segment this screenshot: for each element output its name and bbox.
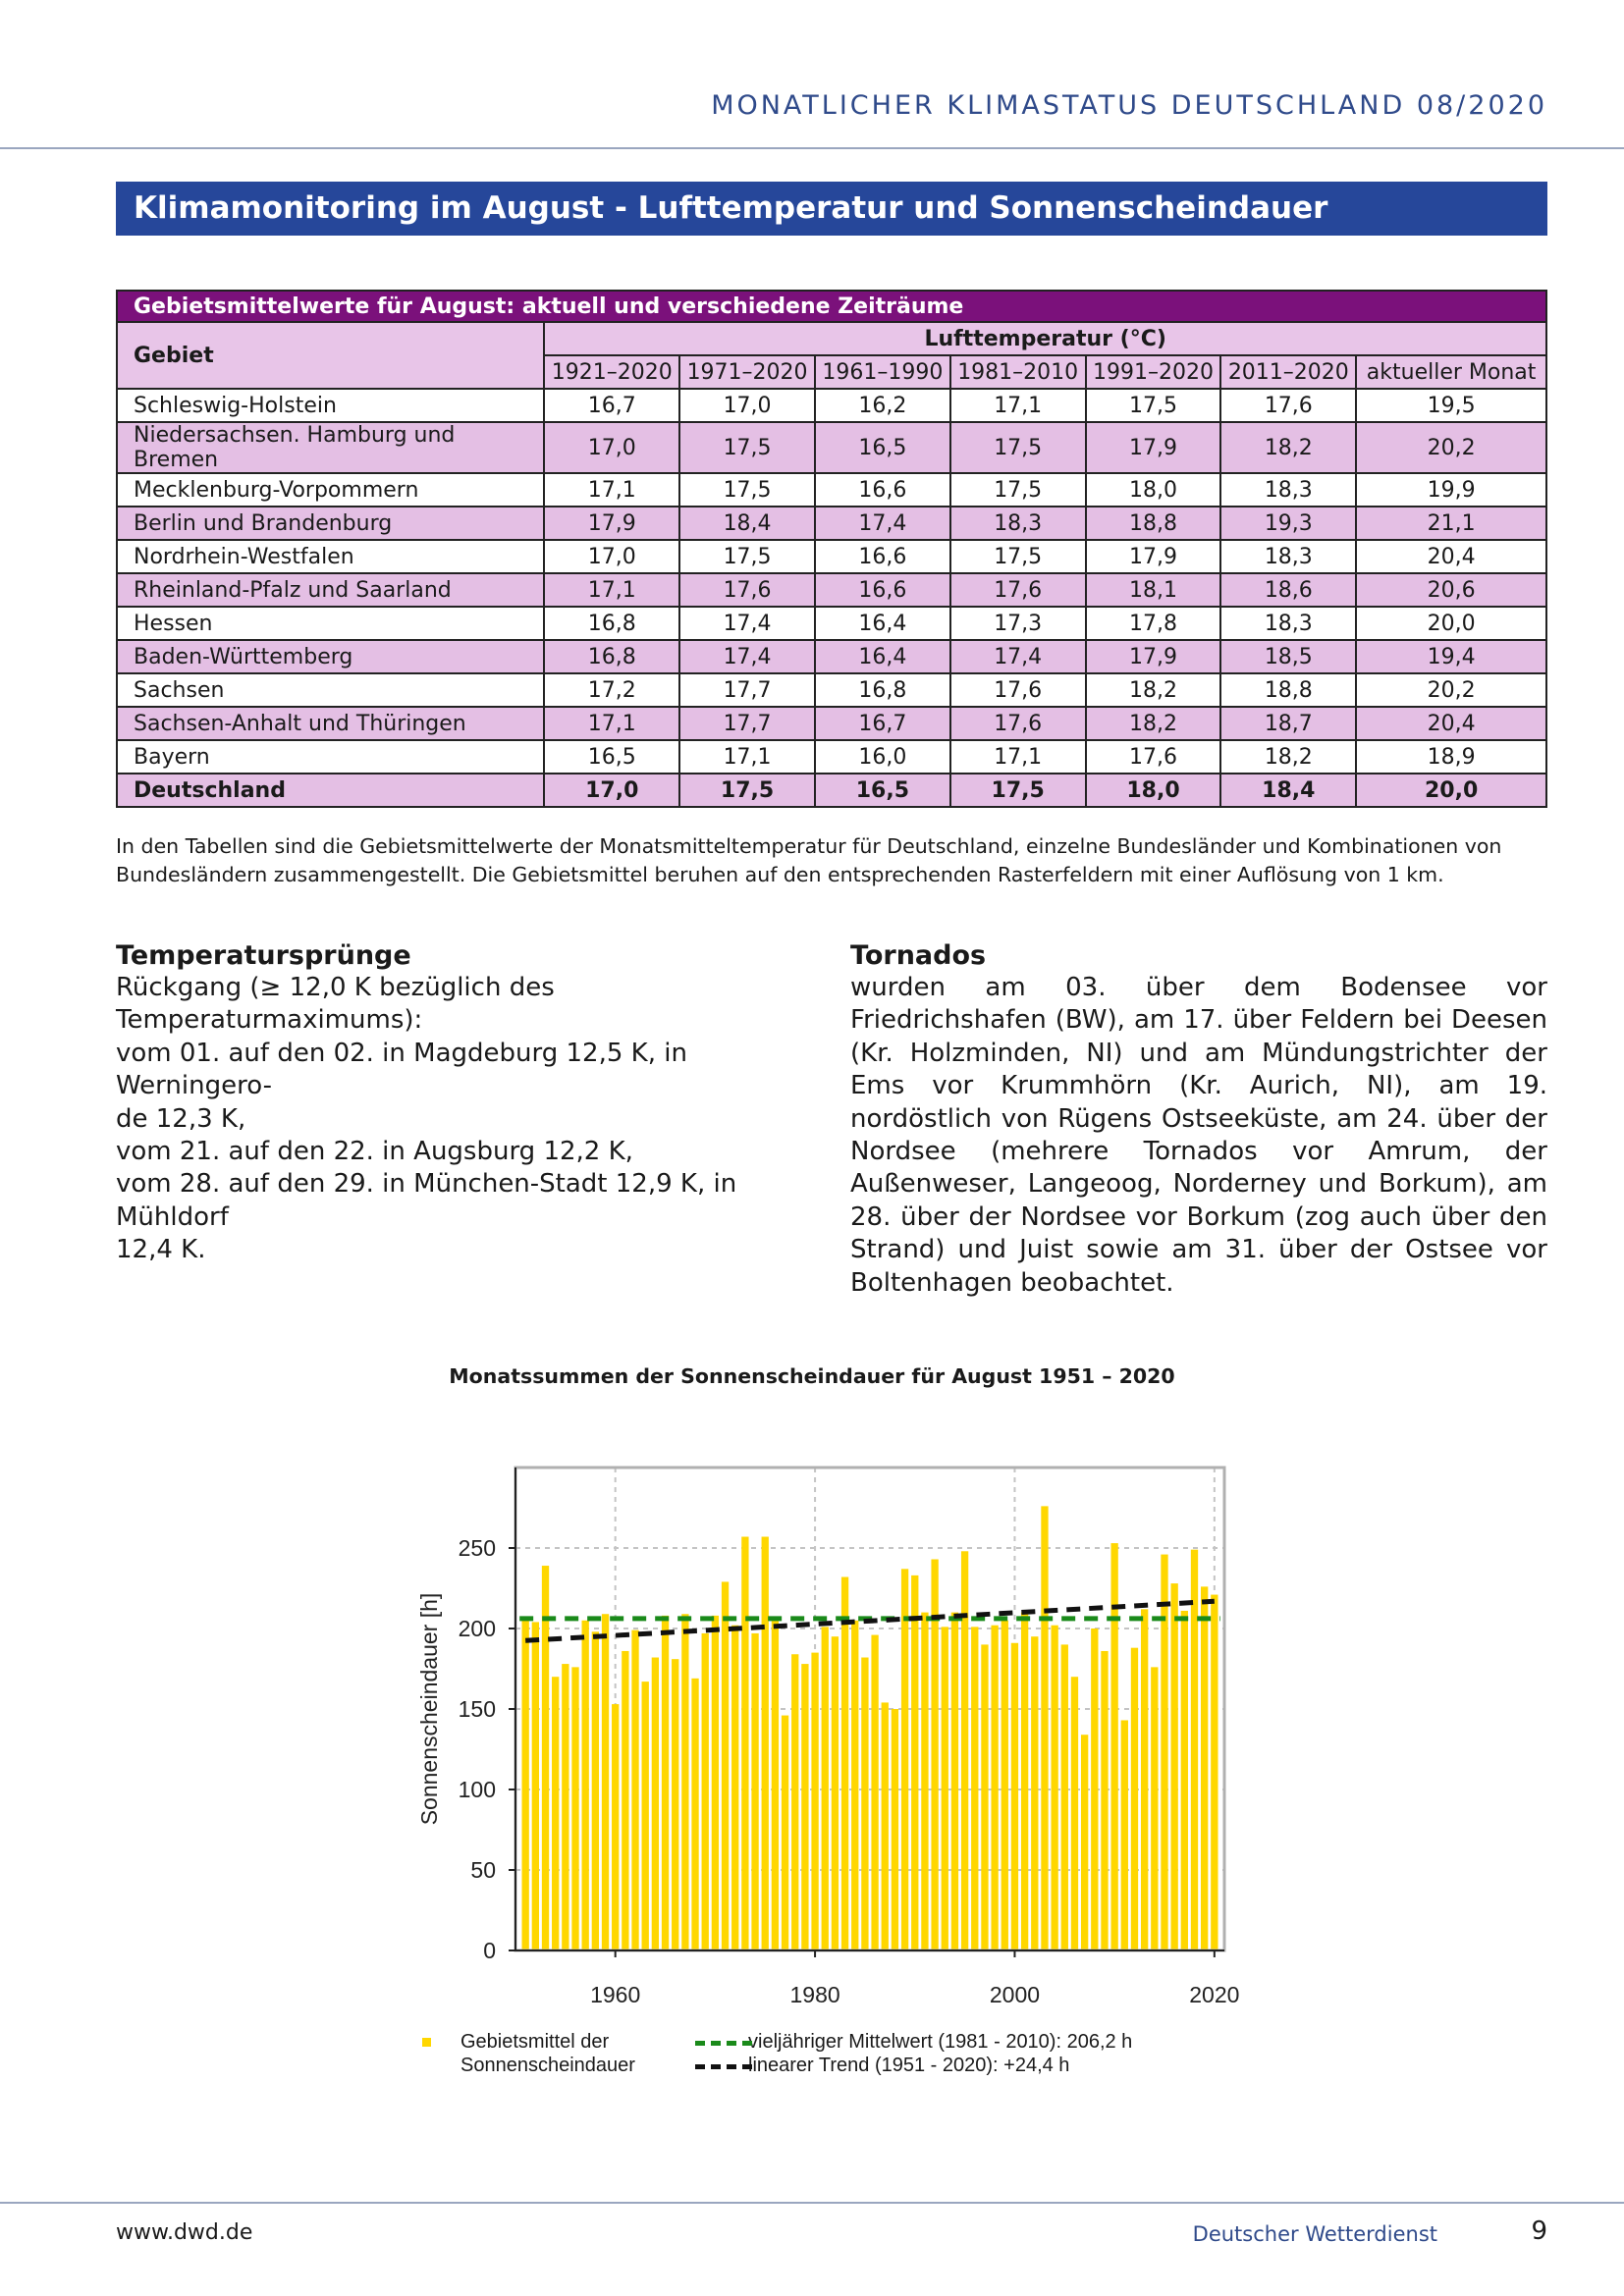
temperature-value: 16,8 xyxy=(544,640,679,673)
period-header: 1921–2020 xyxy=(544,355,679,389)
temperature-value: 16,6 xyxy=(815,473,950,507)
temperature-value: 16,6 xyxy=(815,573,950,607)
bar xyxy=(592,1631,599,1950)
bar xyxy=(911,1575,918,1950)
temperature-value: 20,0 xyxy=(1356,774,1546,807)
legend-item-lines xyxy=(695,2030,1132,2077)
temperature-value: 16,5 xyxy=(815,774,950,807)
legend-mean-label: vieljähriger Mittelwert (1981 - 2010): 206,2 h xyxy=(748,2031,1133,2053)
temperature-value: 18,3 xyxy=(950,507,1086,540)
footer-url: www.dwd.de xyxy=(116,2220,253,2245)
temperature-value: 18,4 xyxy=(679,507,815,540)
temperature-value: 19,4 xyxy=(1356,640,1546,673)
bar xyxy=(1051,1626,1057,1950)
bar xyxy=(691,1679,698,1950)
legend-bar-label-line2: Sonnenscheindauer xyxy=(460,2055,635,2076)
temperature-value: 18,4 xyxy=(1220,774,1356,807)
region-name: Mecklenburg-Vorpommern xyxy=(117,473,544,507)
temperature-value: 16,6 xyxy=(815,540,950,573)
temperature-value: 17,5 xyxy=(679,774,815,807)
temperature-value: 18,2 xyxy=(1220,422,1356,473)
temperature-value: 16,8 xyxy=(544,607,679,640)
tornados-text: wurden am 03. über dem Bodensee vor Friedrichshafen (BW), am 17. über Feldern bei Deesen (Kr. Holzminden, NI) und am Mündungstrichter der Ems vor Krummhörn (Kr. Aurich, NI), am 19. nordöstlich von Rügens Ostseeküste, am 24. über der Nordsee (mehrere Tornados vor Amrum, der Außenweser, Langeoog, Norderney und Borkum), am 28. über der Nordsee vor Borkum (zog auch über den Strand) und Juist sowie am 31. über der Ostsee vor Boltenhagen beobachtet. xyxy=(850,973,1547,1298)
table-row xyxy=(117,640,1546,673)
table-row xyxy=(117,540,1546,573)
temperature-value: 18,2 xyxy=(1086,673,1221,707)
temperature-value: 18,7 xyxy=(1220,707,1356,740)
period-header: 1981–2010 xyxy=(950,355,1086,389)
temperature-value: 17,1 xyxy=(544,473,679,507)
bar xyxy=(702,1633,709,1950)
y-tick-label: 150 xyxy=(458,1696,496,1722)
region-name: Baden-Württemberg xyxy=(117,640,544,673)
temperature-value: 21,1 xyxy=(1356,507,1546,540)
temperature-value: 20,2 xyxy=(1356,422,1546,473)
temperature-value: 16,8 xyxy=(815,673,950,707)
bar xyxy=(901,1569,908,1950)
temperature-value: 18,3 xyxy=(1220,540,1356,573)
bar xyxy=(741,1537,748,1950)
bar xyxy=(571,1667,578,1950)
section-title: Klimamonitoring im August - Lufttemperatur und Sonnenscheindauer xyxy=(116,182,1547,236)
y-tick-label: 100 xyxy=(458,1777,496,1802)
bar xyxy=(1211,1595,1218,1950)
bar xyxy=(662,1616,669,1950)
temperature-jumps-line: 12,4 K. xyxy=(116,1235,206,1265)
tornados-section xyxy=(850,939,1547,1300)
region-name: Deutschland xyxy=(117,774,544,807)
period-header: 1971–2020 xyxy=(679,355,815,389)
temperature-group-header: Lufttemperatur (°C) xyxy=(544,322,1546,355)
y-tick-label: 250 xyxy=(458,1535,496,1561)
temperature-value: 17,6 xyxy=(950,673,1086,707)
temperature-value: 18,2 xyxy=(1086,707,1221,740)
y-tick-label: 0 xyxy=(483,1938,496,1963)
temperature-jumps-line: Rückgang (≥ 12,0 K bezüglich des Temperaturmaximums): xyxy=(116,973,555,1036)
temperature-value: 17,0 xyxy=(679,389,815,422)
temperature-value: 17,7 xyxy=(679,707,815,740)
table-row xyxy=(117,389,1546,422)
temperature-value: 18,5 xyxy=(1220,640,1356,673)
bar xyxy=(791,1654,798,1950)
temperature-jumps-line: vom 21. auf den 22. in Augsburg 12,2 K, xyxy=(116,1137,633,1167)
temperature-jumps-section xyxy=(116,939,813,1267)
bar xyxy=(562,1664,568,1950)
temperature-value: 17,7 xyxy=(679,673,815,707)
region-header: Gebiet xyxy=(117,322,544,389)
temperature-jumps-line: de 12,3 K, xyxy=(116,1103,246,1134)
table-row xyxy=(117,774,1546,807)
temperature-value: 17,5 xyxy=(950,774,1086,807)
bar xyxy=(751,1633,758,1950)
temperature-value: 17,6 xyxy=(950,573,1086,607)
temperature-value: 17,5 xyxy=(679,422,815,473)
temperature-value: 17,6 xyxy=(950,707,1086,740)
bar xyxy=(822,1627,829,1950)
bar xyxy=(1031,1636,1038,1950)
temperature-value: 17,8 xyxy=(1086,607,1221,640)
table-row xyxy=(117,473,1546,507)
temperature-value: 18,1 xyxy=(1086,573,1221,607)
bar xyxy=(731,1626,738,1950)
region-name: Sachsen xyxy=(117,673,544,707)
bar xyxy=(1170,1583,1177,1950)
bar xyxy=(522,1619,529,1950)
bar xyxy=(1141,1609,1148,1950)
x-tick-label: 2020 xyxy=(1189,1982,1240,2007)
bar xyxy=(652,1658,659,1950)
table-row xyxy=(117,607,1546,640)
region-name: Nordrhein-Westfalen xyxy=(117,540,544,573)
bar xyxy=(1011,1643,1018,1950)
region-name: Niedersachsen. Hamburg und Bremen xyxy=(117,422,544,473)
temperature-value: 16,5 xyxy=(544,740,679,774)
bar xyxy=(1201,1586,1208,1950)
temperature-value: 16,7 xyxy=(815,707,950,740)
region-name: Rheinland-Pfalz und Saarland xyxy=(117,573,544,607)
x-tick-label: 2000 xyxy=(989,1982,1041,2007)
bar xyxy=(1121,1720,1128,1950)
temperature-value: 17,5 xyxy=(1086,389,1221,422)
temperature-value: 17,9 xyxy=(1086,540,1221,573)
bar xyxy=(861,1658,868,1950)
temperature-jumps-text xyxy=(116,972,813,1267)
temperature-value: 17,1 xyxy=(950,389,1086,422)
table-note: In den Tabellen sind die Gebietsmittelwerte der Monatsmitteltemperatur für Deutschland, einzelne Bundesländer und Kombinationen von Bundesländern zusammengestellt. Die Gebietsmittel beruhen auf den entsprechenden Rasterfeldern mit einer Auflösung von 1 km. xyxy=(116,834,1502,886)
temperature-value: 16,4 xyxy=(815,607,950,640)
footer-divider xyxy=(0,2202,1624,2204)
temperature-value: 17,6 xyxy=(679,573,815,607)
temperature-value: 16,7 xyxy=(544,389,679,422)
bar xyxy=(722,1581,729,1950)
legend-bar-swatch xyxy=(422,2038,431,2047)
temperature-value: 17,5 xyxy=(950,540,1086,573)
sunshine-chart xyxy=(393,1443,1257,2012)
header-divider xyxy=(0,147,1624,149)
temperature-value: 16,0 xyxy=(815,740,950,774)
bar xyxy=(841,1577,848,1950)
temperature-value: 18,6 xyxy=(1220,573,1356,607)
temperature-value: 17,6 xyxy=(1220,389,1356,422)
bar xyxy=(631,1630,638,1950)
temperature-value: 20,0 xyxy=(1356,607,1546,640)
chart-title: Monatssummen der Sonnenscheindauer für August 1951 – 2020 xyxy=(449,1364,1175,1388)
temperature-value: 16,2 xyxy=(815,389,950,422)
temperature-value: 20,2 xyxy=(1356,673,1546,707)
bar xyxy=(851,1621,858,1950)
bar xyxy=(582,1621,589,1950)
bar xyxy=(1101,1651,1108,1950)
y-axis-label: Sonnenscheindauer [h] xyxy=(416,1592,442,1826)
temperature-value: 19,3 xyxy=(1220,507,1356,540)
temperature-value: 18,3 xyxy=(1220,607,1356,640)
temperature-value: 17,0 xyxy=(544,422,679,473)
bar xyxy=(782,1716,788,1950)
period-header: 1991–2020 xyxy=(1086,355,1221,389)
temperature-jumps-line: vom 28. auf den 29. in München-Stadt 12,9 K, in Mühldorf xyxy=(116,1169,737,1232)
bar xyxy=(1021,1613,1028,1950)
temperature-value: 18,2 xyxy=(1220,740,1356,774)
bar xyxy=(681,1614,688,1950)
legend-trend-label: linearer Trend (1951 - 2020): +24,4 h xyxy=(748,2055,1070,2076)
temperature-value: 17,4 xyxy=(679,640,815,673)
bar xyxy=(892,1709,898,1950)
bar xyxy=(1131,1648,1138,1950)
temperature-value: 19,5 xyxy=(1356,389,1546,422)
y-tick-label: 50 xyxy=(470,1857,496,1883)
legend-trend-swatch xyxy=(695,2064,752,2069)
bar xyxy=(971,1627,978,1950)
temperature-value: 16,4 xyxy=(815,640,950,673)
region-name: Hessen xyxy=(117,607,544,640)
bar xyxy=(1151,1667,1158,1950)
temperature-value: 16,5 xyxy=(815,422,950,473)
bar xyxy=(622,1651,628,1950)
table-row xyxy=(117,573,1546,607)
temperature-value: 18,8 xyxy=(1220,673,1356,707)
report-header-title: MONATLICHER KLIMASTATUS DEUTSCHLAND 08/2020 xyxy=(711,90,1547,121)
temperature-value: 17,6 xyxy=(1086,740,1221,774)
bar xyxy=(942,1627,948,1950)
bar xyxy=(811,1653,818,1950)
temperature-value: 17,2 xyxy=(544,673,679,707)
temperature-value: 18,0 xyxy=(1086,774,1221,807)
temperature-value: 17,9 xyxy=(544,507,679,540)
bar xyxy=(642,1682,649,1950)
bar xyxy=(672,1659,678,1950)
bar xyxy=(1161,1555,1167,1950)
bar xyxy=(1071,1677,1078,1950)
temperature-value: 17,0 xyxy=(544,540,679,573)
x-tick-label: 1960 xyxy=(590,1982,641,2007)
period-header: 1961–1990 xyxy=(815,355,950,389)
temperature-value: 18,9 xyxy=(1356,740,1546,774)
bar xyxy=(882,1702,889,1950)
bar xyxy=(951,1613,958,1950)
temperature-value: 17,1 xyxy=(544,573,679,607)
region-name: Schleswig-Holstein xyxy=(117,389,544,422)
temperature-value: 17,4 xyxy=(679,607,815,640)
table-row xyxy=(117,507,1546,540)
temperature-table xyxy=(116,290,1547,808)
bar xyxy=(1110,1543,1117,1950)
bar xyxy=(1181,1611,1188,1950)
temperature-value: 20,6 xyxy=(1356,573,1546,607)
temperature-value: 18,0 xyxy=(1086,473,1221,507)
bar xyxy=(1091,1629,1098,1950)
table-row xyxy=(117,422,1546,473)
bar xyxy=(542,1566,549,1950)
legend-item-bars xyxy=(422,2030,635,2077)
temperature-value: 17,5 xyxy=(679,540,815,573)
temperature-value: 18,3 xyxy=(1220,473,1356,507)
temperature-value: 17,5 xyxy=(950,473,1086,507)
x-tick-label: 1980 xyxy=(789,1982,840,2007)
temperature-jumps-line: vom 01. auf den 02. in Magdeburg 12,5 K, in Werningero- xyxy=(116,1038,687,1101)
bar xyxy=(1081,1735,1088,1950)
legend-mean-swatch xyxy=(695,2041,752,2046)
y-tick-label: 200 xyxy=(458,1616,496,1641)
bar xyxy=(961,1551,968,1950)
temperature-value: 19,9 xyxy=(1356,473,1546,507)
bar xyxy=(991,1626,998,1950)
temperature-value: 17,4 xyxy=(815,507,950,540)
bar xyxy=(712,1616,719,1950)
bar xyxy=(832,1636,839,1950)
temperature-jumps-heading: Temperatursprünge xyxy=(116,940,411,971)
temperature-value: 17,5 xyxy=(950,422,1086,473)
tornados-heading: Tornados xyxy=(850,940,987,971)
temperature-value: 17,4 xyxy=(950,640,1086,673)
bar xyxy=(921,1613,928,1950)
temperature-value: 17,0 xyxy=(544,774,679,807)
temperature-value: 17,3 xyxy=(950,607,1086,640)
bar xyxy=(772,1619,779,1950)
region-name: Bayern xyxy=(117,740,544,774)
bar xyxy=(871,1635,878,1950)
bar xyxy=(1041,1506,1048,1950)
temperature-value: 17,1 xyxy=(950,740,1086,774)
period-header: 2011–2020 xyxy=(1220,355,1356,389)
temperature-value: 17,1 xyxy=(679,740,815,774)
bar xyxy=(1061,1644,1068,1950)
bar xyxy=(981,1644,988,1950)
table-row xyxy=(117,740,1546,774)
table-caption: Gebietsmittelwerte für August: aktuell und verschiedene Zeiträume xyxy=(117,291,1546,322)
region-name: Berlin und Brandenburg xyxy=(117,507,544,540)
bar xyxy=(602,1614,609,1950)
temperature-value: 20,4 xyxy=(1356,707,1546,740)
temperature-value: 17,9 xyxy=(1086,640,1221,673)
temperature-value: 17,9 xyxy=(1086,422,1221,473)
bar xyxy=(762,1537,769,1950)
temperature-value: 17,1 xyxy=(544,707,679,740)
footer-organization: Deutscher Wetterdienst xyxy=(1192,2222,1437,2246)
table-row xyxy=(117,707,1546,740)
bar xyxy=(552,1677,559,1950)
temperature-value: 18,8 xyxy=(1086,507,1221,540)
bar xyxy=(801,1664,808,1950)
bar xyxy=(1191,1550,1198,1950)
temperature-value: 20,4 xyxy=(1356,540,1546,573)
bar xyxy=(612,1704,619,1950)
bar xyxy=(1001,1621,1008,1950)
region-name: Sachsen-Anhalt und Thüringen xyxy=(117,707,544,740)
period-header: aktueller Monat xyxy=(1356,355,1546,389)
page-number: 9 xyxy=(1531,2216,1547,2246)
legend-bar-label-line1: Gebietsmittel der xyxy=(460,2031,610,2053)
bar xyxy=(532,1622,539,1950)
table-row xyxy=(117,673,1546,707)
temperature-value: 17,5 xyxy=(679,473,815,507)
